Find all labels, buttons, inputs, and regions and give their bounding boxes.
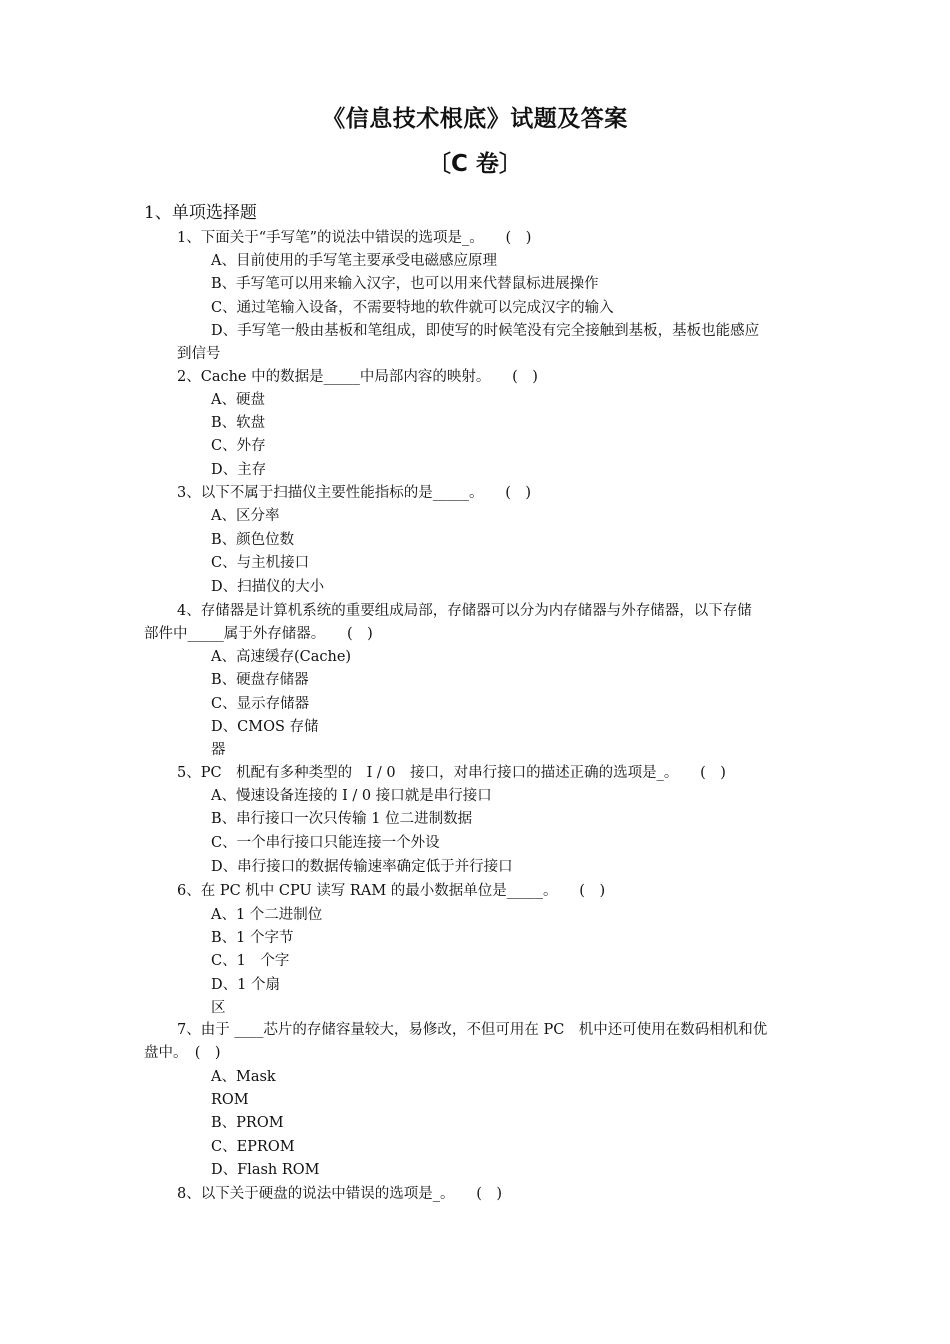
option-continuation: 区 [211,1000,226,1016]
option-line: C、EPROM [211,1139,295,1155]
section-heading: 1、单项选择题 [144,203,257,223]
option-continuation: ROM [211,1092,249,1108]
option-line: B、颜色位数 [211,532,295,548]
document-title: 《信息技术根底》试题及答案 [322,106,628,132]
option-line: C、一个串行接口只能连接一个外设 [211,835,440,851]
document-subtitle: 〔C 卷〕 [428,151,522,177]
option-line: D、Flash ROM [211,1162,320,1178]
option-line: B、PROM [211,1115,284,1131]
question-continuation: 盘中。 ( ) [144,1045,221,1061]
question-2: 2、Cache 中的数据是_____中局部内容的映射。 ( ) [177,369,538,385]
option-line: D、CMOS 存储 [211,719,319,735]
question-continuation: 部件中_____属于外存储器。 ( ) [144,626,373,642]
option-continuation: 到信号 [177,346,221,362]
option-line: C、1 个字 [211,953,290,969]
option-line: C、外存 [211,438,266,454]
option-line: D、1 个扇 [211,977,280,993]
option-line: D、手写笔一般由基板和笔组成，即使写的时候笔没有完全接触到基板，基板也能感应 [211,323,760,339]
option-line: C、与主机接口 [211,555,310,571]
question-5: 5、PC 机配有多种类型的 I / 0 接口，对串行接口的描述正确的选项是_。 ( ) [177,765,726,781]
option-line: A、Mask [211,1069,276,1085]
option-line: D、主存 [211,462,267,478]
option-line: A、硬盘 [211,392,265,408]
option-line: A、慢速设备连接的 I / 0 接口就是串行接口 [211,788,492,804]
option-line: B、手写笔可以用来输入汉字，也可以用来代替鼠标进展操作 [211,276,599,292]
option-line: B、硬盘存储器 [211,672,309,688]
option-line: A、高速缓存(Cache) [211,649,352,665]
question-8: 8、以下关于硬盘的说法中错误的选项是_。 ( ) [177,1186,503,1202]
question-6: 6、在 PC 机中 CPU 读写 RAM 的最小数据单位是_____。 ( ) [177,883,606,899]
option-line: B、软盘 [211,415,266,431]
option-line: A、区分率 [211,508,280,524]
option-line: B、串行接口一次只传输 1 位二进制数据 [211,811,473,827]
question-7: 7、由于 ____芯片的存储容量较大，易修改，不但可用在 PC 机中还可使用在数码相机和优 [177,1022,768,1038]
question-3: 3、以下不属于扫描仪主要性能指标的是_____。 ( ) [177,485,532,501]
question-1: 1、下面关于“手写笔”的说法中错误的选项是_。 ( ) [177,230,532,246]
option-line: A、1 个二进制位 [211,907,323,923]
option-line: C、通过笔输入设备，不需要特地的软件就可以完成汉字的输入 [211,300,614,316]
option-line: D、串行接口的数据传输速率确定低于并行接口 [211,859,513,875]
option-line: A、目前使用的手写笔主要承受电磁感应原理 [211,253,497,269]
option-continuation: 器 [211,742,226,758]
question-4: 4、存储器是计算机系统的重要组成局部，存储器可以分为内存储器与外存储器，以下存储 [177,603,752,619]
option-line: C、显示存储器 [211,696,310,712]
option-line: B、1 个字节 [211,930,294,946]
option-line: D、扫描仪的大小 [211,579,325,595]
